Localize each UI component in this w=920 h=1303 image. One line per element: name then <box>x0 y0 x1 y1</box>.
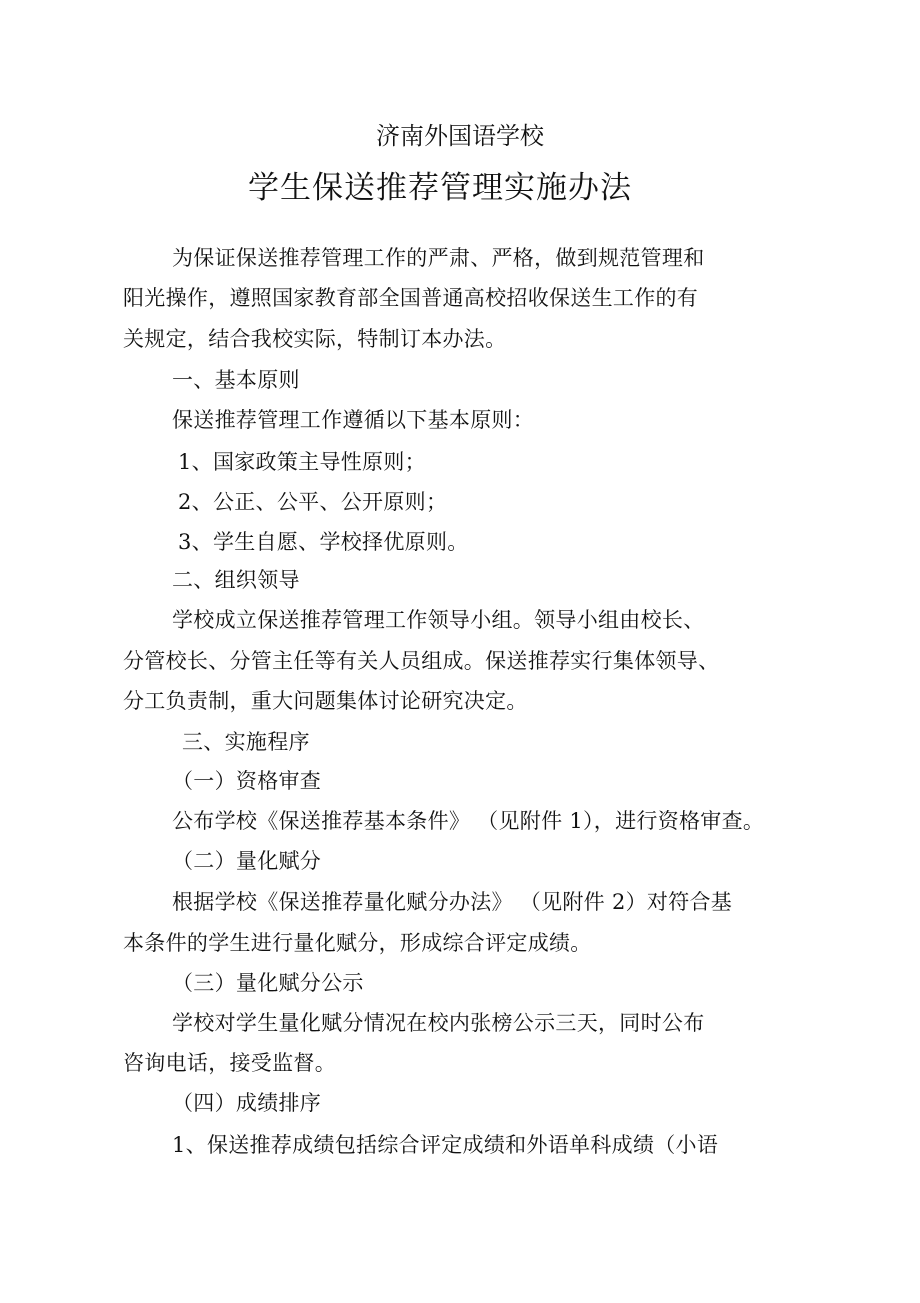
sub4-item-1: 1、保送推荐成绩包括综合评定成绩和外语单科成绩（小语 <box>172 1133 719 1157</box>
section2-line-1: 学校成立保送推荐管理工作领导小组。领导小组由校长、 <box>172 608 705 632</box>
sub2-line-1: 根据学校《保送推荐量化赋分办法》 （见附件 2）对符合基 <box>172 890 733 914</box>
principle-item-2: 2、公正、公平、公开原则； <box>178 490 448 514</box>
intro-line-3: 关规定，结合我校实际，特制订本办法。 <box>123 327 507 351</box>
sub3-line-2: 咨询电话，接受监督。 <box>123 1051 336 1075</box>
section3-heading: 三、实施程序 <box>182 730 310 754</box>
principle-item-3: 3、学生自愿、学校择优原则。 <box>178 530 469 554</box>
intro-line-2: 阳光操作，遵照国家教育部全国普通高校招收保送生工作的有 <box>123 286 699 310</box>
sub4-heading: （四）成绩排序 <box>172 1091 322 1115</box>
school-name: 济南外国语学校 <box>376 122 544 150</box>
sub1-body: 公布学校《保送推荐基本条件》 （见附件 1），进行资格审查。 <box>172 809 765 833</box>
section2-heading: 二、组织领导 <box>172 568 300 592</box>
section1-heading: 一、基本原则 <box>172 368 300 392</box>
section2-line-3: 分工负责制，重大问题集体讨论研究决定。 <box>123 689 528 713</box>
document-title: 学生保送推荐管理实施办法 <box>248 170 632 206</box>
principle-item-1: 1、国家政策主导性原则； <box>178 450 426 474</box>
section1-lead: 保送推荐管理工作遵循以下基本原则： <box>172 408 535 432</box>
sub2-line-2: 本条件的学生进行量化赋分，形成综合评定成绩。 <box>123 931 592 955</box>
intro-line-1: 为保证保送推荐管理工作的严肃、严格，做到规范管理和 <box>172 246 705 270</box>
sub3-heading: （三）量化赋分公示 <box>172 971 364 995</box>
sub3-line-1: 学校对学生量化赋分情况在校内张榜公示三天，同时公布 <box>172 1011 705 1035</box>
sub1-heading: （一）资格审查 <box>172 769 322 793</box>
sub2-heading: （二）量化赋分 <box>172 849 322 873</box>
section2-line-2: 分管校长、分管主任等有关人员组成。保送推荐实行集体领导、 <box>123 649 720 673</box>
